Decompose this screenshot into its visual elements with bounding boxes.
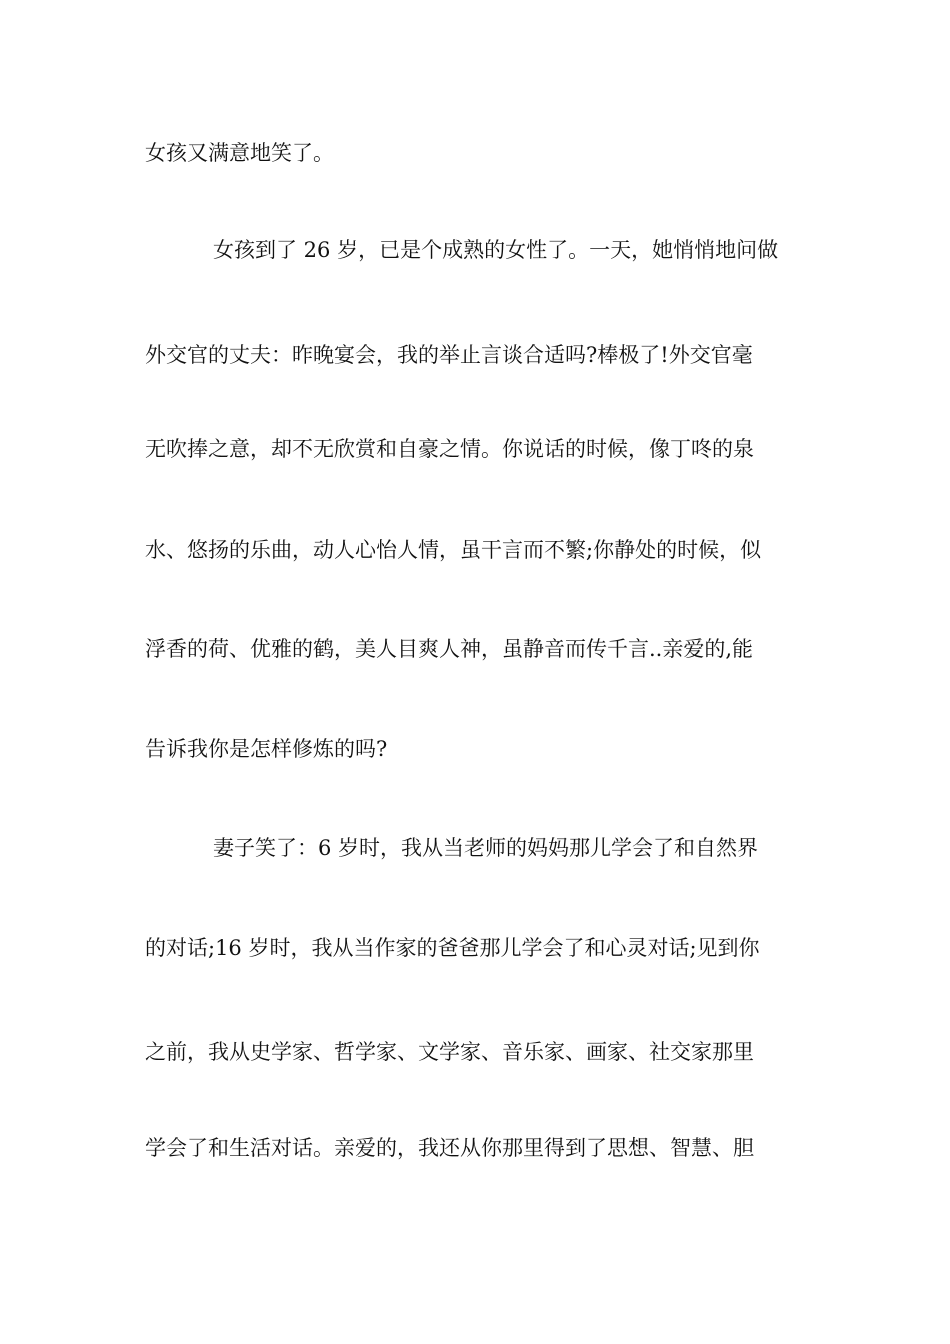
text-line: 学会了和生活对话。亲爱的，我还从你那里得到了思想、智慧、胆	[145, 1136, 754, 1160]
paragraph-start-line: 妻子笑了：6 岁时，我从当老师的妈妈那儿学会了和自然界	[213, 836, 759, 860]
text-line: 女孩又满意地笑了。	[145, 141, 334, 165]
text-line: 无吹捧之意，却不无欣赏和自豪之情。你说话的时候，像丁咚的泉	[145, 437, 754, 461]
text-line: 告诉我你是怎样修炼的吗?	[145, 737, 388, 761]
text-line: 之前，我从史学家、哲学家、文学家、音乐家、画家、社交家那里	[145, 1040, 754, 1064]
paragraph-start-line: 女孩到了 26 岁，已是个成熟的女性了。一天，她悄悄地问做	[213, 238, 779, 262]
text-line: 外交官的丈夫：昨晚宴会，我的举止言谈合适吗?棒极了!外交官毫	[145, 343, 753, 367]
text-line: 的对话;16 岁时，我从当作家的爸爸那儿学会了和心灵对话;见到你	[145, 936, 760, 960]
text-line: 浮香的荷、优雅的鹤，美人目爽人神，虽静音而传千言..亲爱的,能	[145, 637, 754, 661]
text-line: 水、悠扬的乐曲，动人心怡人情，虽干言而不繁;你静处的时候，似	[145, 538, 762, 562]
